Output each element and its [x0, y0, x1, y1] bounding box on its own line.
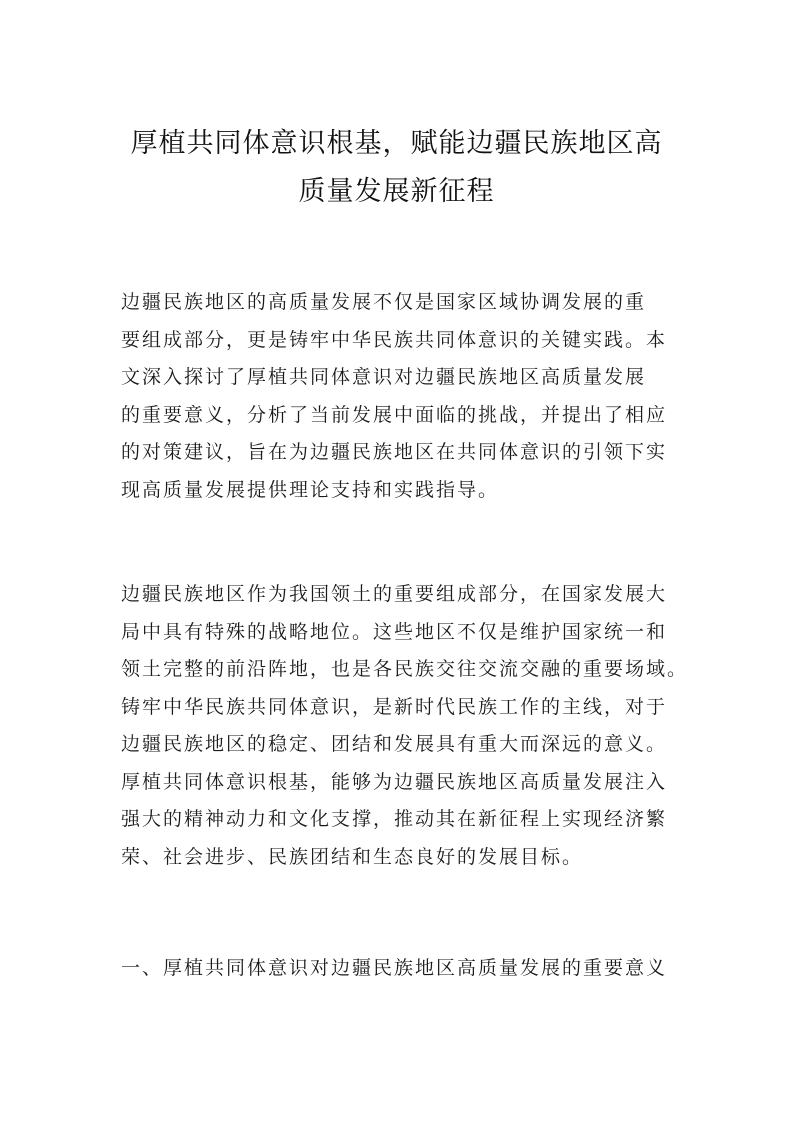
- section-heading: [121, 950, 681, 988]
- paragraph-line: 的重要意义，分析了当前发展中面临的挑战，并提出了相应: [121, 403, 668, 426]
- paragraph-line: 荣、社会进步、民族团结和生态良好的发展目标。: [121, 845, 584, 868]
- intro-paragraph: [121, 576, 689, 876]
- paragraph-line: 强大的精神动力和文化支撑，推动其在新征程上实现经济繁: [121, 808, 668, 830]
- document-title: [110, 120, 683, 216]
- paragraph-line: 边疆民族地区的高质量发展不仅是国家区域协调发展的重: [121, 291, 647, 313]
- title-line-2: 质量发展新征程: [298, 176, 495, 207]
- title-line-1: 厚植共同体意识根基，赋能边疆民族地区高: [130, 128, 663, 159]
- paragraph-line: 的对策建议，旨在为边疆民族地区在共同体意识的引领下实: [121, 441, 668, 463]
- paragraph-line: 边疆民族地区作为我国领土的重要组成部分，在国家发展大: [121, 583, 668, 605]
- paragraph-line: 现高质量发展提供理论支持和实践指导。: [121, 478, 500, 501]
- paragraph-line: 边疆民族地区的稳定、团结和发展具有重大而深远的意义。: [121, 733, 668, 755]
- section-heading-text: 一、厚植共同体意识对边疆民族地区高质量发展的重要意义: [121, 957, 668, 979]
- paragraph-line: 局中具有特殊的战略地位。这些地区不仅是维护国家统一和: [121, 620, 668, 643]
- paragraph-line: 要组成部分，更是铸牢中华民族共同体意识的关键实践。本: [121, 328, 668, 351]
- abstract-paragraph: [121, 284, 681, 509]
- paragraph-line: 厚植共同体意识根基，能够为边疆民族地区高质量发展注入: [121, 770, 668, 793]
- paragraph-line: 铸牢中华民族共同体意识，是新时代民族工作的主线，对于: [121, 695, 668, 718]
- paragraph-line: 领土完整的前沿阵地，也是各民族交往交流交融的重要场域。: [121, 658, 689, 680]
- paragraph-line: 文深入探讨了厚植共同体意识对边疆民族地区高质量发展: [121, 366, 647, 388]
